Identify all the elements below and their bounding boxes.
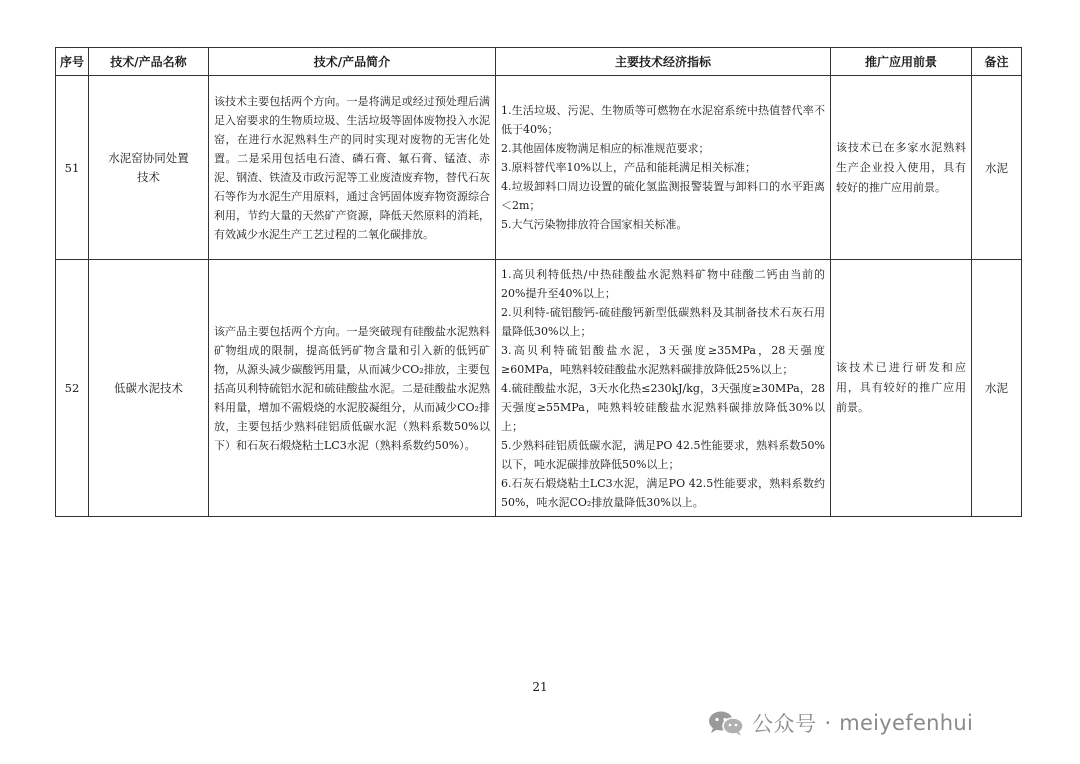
page-number: 21: [532, 680, 548, 694]
tech-name-text: 低碳水泥技术: [114, 380, 183, 395]
technology-table: [55, 47, 1022, 517]
watermark-account: meiyefenhui: [839, 711, 974, 735]
row-tech-name: [89, 260, 209, 517]
indicator-item: 5.大气污染物排放符合国家相关标准。: [501, 218, 688, 231]
header-serial: 序号: [56, 48, 89, 76]
watermark-separator: ·: [824, 711, 832, 735]
table-row: [56, 260, 1022, 517]
watermark: [706, 709, 973, 737]
row-remark: 水泥: [972, 260, 1022, 517]
indicator-item: 3.高贝利特硫铝酸盐水泥，3天强度≥35MPa，28天强度≥60MPa，吨熟料较硅酸盐水泥熟料碳排放降低25%以上；: [501, 343, 825, 376]
row-intro: [209, 76, 496, 260]
tech-name-text: 水泥窑协同处置技术: [108, 150, 189, 184]
indicator-item: 1.生活垃圾、污泥、生物质等可燃物在水泥窑系统中热值替代率不低于40%；: [501, 104, 825, 136]
prospect-text: 该技术已进行研发和应用，具有较好的推广应用前景。: [836, 361, 966, 414]
row-tech-name: [89, 76, 209, 260]
header-remark: 备注: [972, 48, 1022, 76]
header-indicators: 主要技术经济指标: [496, 48, 831, 76]
row-intro: [209, 260, 496, 517]
table-header-row: [56, 48, 1022, 76]
row-indicators: [496, 76, 831, 260]
indicator-item: 2.贝利特-硫铝酸钙-硫硅酸钙新型低碳熟料及其制备技术石灰石用量降低30%以上；: [501, 305, 825, 338]
indicator-item: 1.高贝利特低热/中热硅酸盐水泥熟料矿物中硅酸二钙由当前的20%提升至40%以上；: [501, 267, 825, 300]
indicator-item: 4.硫硅酸盐水泥，3天水化热≤230kJ/kg，3天强度≥30MPa，28天强度≥55MPa，吨熟料较硅酸盐水泥熟料碳排放降低30%以上；: [501, 381, 825, 433]
indicator-item: 3.原料替代率10%以上，产品和能耗满足相关标准；: [501, 161, 756, 174]
row-prospect: [831, 260, 972, 517]
intro-text: 该技术主要包括两个方向。一是将满足或经过预处理后满足入窑要求的生物质垃圾、生活垃圾等固体废物投入水泥窑，在进行水泥熟料生产的同时实现对废物的无害化处置。二是采用包括电石渣、磷石膏、氟石膏、锰渣、赤泥、钢渣、铁渣及市政污泥等工业废渣废弃物，替代石灰石等作为水泥生产用原料，通过含钙固体废弃物资源综合利用，节约大量的天然矿产资源，降低天然原料的消耗，有效减少水泥生产工艺过程的二氧化碳排放。: [214, 94, 490, 241]
header-prospect: 推广应用前景: [831, 48, 972, 76]
row-remark: 水泥: [972, 76, 1022, 260]
indicator-item: 2.其他固体废物满足相应的标准规范要求；: [501, 142, 710, 155]
row-prospect: [831, 76, 972, 260]
wechat-icon: [706, 710, 746, 736]
indicator-item: 5.少熟料硅铝质低碳水泥，满足PO 42.5性能要求，熟料系数50%以下，吨水泥碳排放降低50%以上；: [501, 438, 825, 471]
prospect-text: 该技术已在多家水泥熟料生产企业投入使用，具有较好的推广应用前景。: [836, 140, 966, 194]
table-row: [56, 76, 1022, 260]
row-indicators: [496, 260, 831, 517]
indicator-item: 4.垃圾卸料口周边设置的硫化氢监测报警装置与卸料口的水平距离＜2m；: [501, 180, 825, 212]
intro-text: 该产品主要包括两个方向。一是突破现有硅酸盐水泥熟料矿物组成的限制，提高低钙矿物含量和引入新的低钙矿物，从源头减少碳酸钙用量，从而减少CO₂排放，主要包括高贝利特硫铝水泥和硫硅酸盐水泥。二是硅酸盐水泥熟料用量，增加不需煅烧的水泥胶凝组分，从而减少CO₂排放，主要包括少熟料硅铝质低碳水泥（熟料系数50%以下）和石灰石煅烧粘土LC3水泥（熟料系数约50%）。: [214, 324, 490, 452]
indicator-item: 6.石灰石煅烧粘土LC3水泥，满足PO 42.5性能要求，熟料系数约50%，吨水泥CO₂排放量降低30%以上。: [501, 476, 825, 509]
row-serial: 51: [56, 76, 89, 260]
row-serial: 52: [56, 260, 89, 517]
header-intro: 技术/产品简介: [209, 48, 496, 76]
watermark-platform: 公众号: [752, 712, 817, 736]
header-name: 技术/产品名称: [89, 48, 209, 76]
